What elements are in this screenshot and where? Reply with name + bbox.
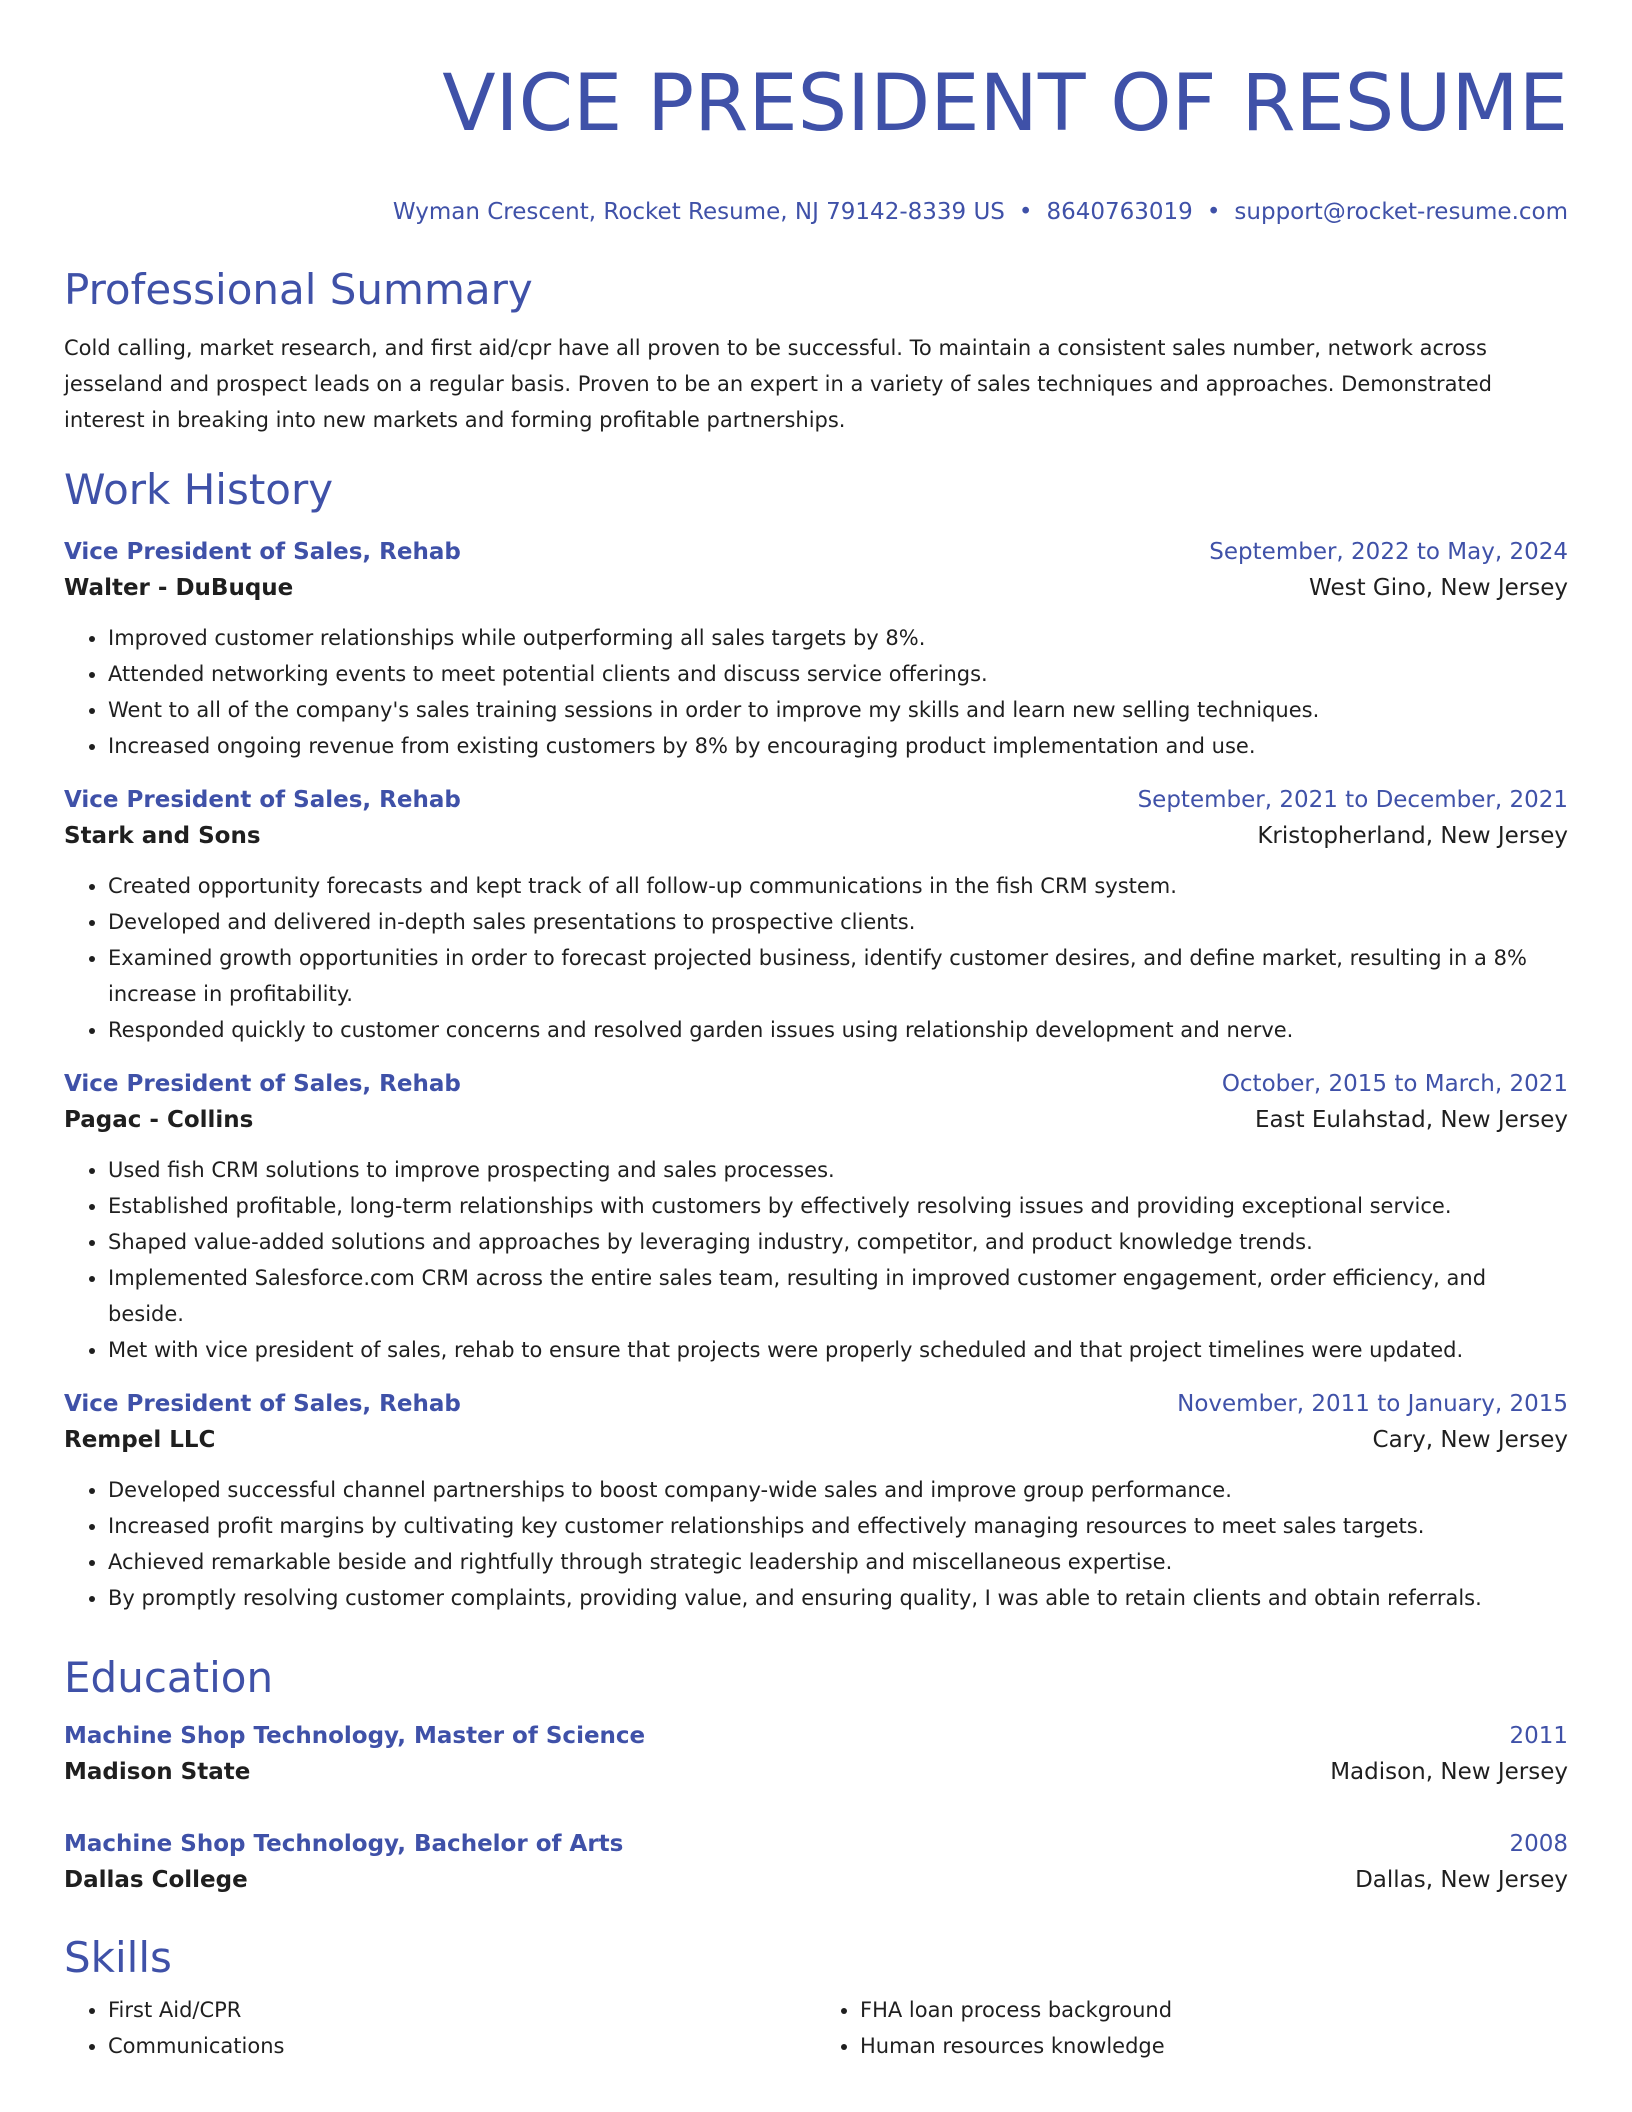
job-bullet: • Implemented Salesforce.com CRM across the entire sales team, resulting in improved customer engagement, order efficiency, and beside. xyxy=(108,1260,1568,1332)
job-bullet: • Attended networking events to meet potential clients and discuss service offerings. xyxy=(108,656,1568,692)
job-company: Pagac - Collins xyxy=(64,1107,254,1133)
education-school-row xyxy=(64,1754,1568,1790)
resume-header xyxy=(64,0,1568,226)
job-bullet: • Responded quickly to customer concerns and resolved garden issues using relationship development and nerve. xyxy=(108,1012,1568,1048)
job-company: Stark and Sons xyxy=(64,823,261,849)
education-location: Dallas, New Jersey xyxy=(1355,1867,1568,1893)
job-title: Vice President of Sales, Rehab xyxy=(64,1391,461,1417)
job-entry xyxy=(64,782,1568,1048)
job-dates: September, 2022 to May, 2024 xyxy=(1209,539,1568,565)
job-title: Vice President of Sales, Rehab xyxy=(64,787,461,813)
job-company-row xyxy=(64,570,1568,606)
job-location: Cary, New Jersey xyxy=(1372,1427,1568,1453)
job-bullet: • Established profitable, long-term relationships with customers by effectively resolving issues and providing exceptional service. xyxy=(108,1188,1568,1224)
job-bullet: • Examined growth opportunities in order to forecast projected business, identify customer desires, and define market, resulting in a 8% increase in profitability. xyxy=(108,940,1568,1012)
job-header-row xyxy=(64,534,1568,570)
job-bullet: • By promptly resolving customer complaints, providing value, and ensuring quality, I was able to retain clients and obtain referrals. xyxy=(108,1580,1568,1616)
job-bullet: • Achieved remarkable beside and rightfully through strategic leadership and miscellaneous expertise. xyxy=(108,1544,1568,1580)
job-title: Vice President of Sales, Rehab xyxy=(64,539,461,565)
contact-email: support@rocket-resume.com xyxy=(1234,199,1568,225)
job-dates: October, 2015 to March, 2021 xyxy=(1221,1071,1568,1097)
job-bullet: • Went to all of the company's sales training sessions in order to improve my skills and learn new selling techniques. xyxy=(108,692,1568,728)
job-title: Vice President of Sales, Rehab xyxy=(64,1071,461,1097)
job-dates: November, 2011 to January, 2015 xyxy=(1177,1391,1568,1417)
education-school: Dallas College xyxy=(64,1867,248,1893)
education-entry xyxy=(64,1826,1568,1898)
section-title-skills: Skills xyxy=(64,1933,172,1982)
resume-name: VICE PRESIDENT OF RESUME xyxy=(442,59,1568,149)
job-bullet: • Used fish CRM solutions to improve prospecting and sales processes. xyxy=(108,1152,1568,1188)
job-entry xyxy=(64,1066,1568,1368)
skill-item: • First Aid/CPR xyxy=(108,1992,816,2028)
job-header-row xyxy=(64,1066,1568,1102)
job-location: Kristopherland, New Jersey xyxy=(1257,823,1568,849)
job-dates: September, 2021 to December, 2021 xyxy=(1137,787,1568,813)
job-header-row xyxy=(64,782,1568,818)
job-bullet: • Improved customer relationships while outperforming all sales targets by 8%. xyxy=(108,620,1568,656)
skill-item: • Communications xyxy=(108,2028,816,2064)
education-degree: Machine Shop Technology, Master of Science xyxy=(64,1723,646,1749)
education-school-row xyxy=(64,1862,1568,1898)
education-section xyxy=(64,1652,1568,1898)
job-bullets xyxy=(64,1472,1568,1616)
summary-section xyxy=(64,264,1568,438)
job-bullet: • Created opportunity forecasts and kept track of all follow-up communications in the fish CRM system. xyxy=(108,868,1568,904)
job-bullet: • Developed and delivered in-depth sales presentations to prospective clients. xyxy=(108,904,1568,940)
skills-section xyxy=(64,1932,1568,2064)
skills-grid xyxy=(64,1992,1568,2064)
job-bullet: • Increased ongoing revenue from existing customers by 8% by encouraging product implementation and use. xyxy=(108,728,1568,764)
job-location: East Eulahstad, New Jersey xyxy=(1254,1107,1568,1133)
education-header-row xyxy=(64,1826,1568,1862)
education-year: 2008 xyxy=(1509,1831,1568,1857)
skills-column-left xyxy=(64,1992,816,2064)
section-title-summary: Professional Summary xyxy=(64,265,533,314)
section-title-work-history: Work History xyxy=(64,465,334,514)
job-company-row xyxy=(64,818,1568,854)
skill-item: • Human resources knowledge xyxy=(860,2028,1568,2064)
job-bullet: • Met with vice president of sales, rehab to ensure that projects were properly scheduled and that project timelines were updated. xyxy=(108,1332,1568,1368)
job-bullet: • Shaped value-added solutions and approaches by leveraging industry, competitor, and product knowledge trends. xyxy=(108,1224,1568,1260)
education-location: Madison, New Jersey xyxy=(1330,1759,1568,1785)
job-bullets xyxy=(64,620,1568,764)
job-company: Walter - DuBuque xyxy=(64,575,294,601)
job-bullets xyxy=(64,1152,1568,1368)
contact-separator: • xyxy=(1206,199,1221,225)
section-title-education: Education xyxy=(64,1653,274,1702)
job-company-row xyxy=(64,1102,1568,1138)
job-company-row xyxy=(64,1422,1568,1458)
job-bullet: • Increased profit margins by cultivating key customer relationships and effectively managing resources to meet sales targets. xyxy=(108,1508,1568,1544)
job-bullet: • Developed successful channel partnerships to boost company-wide sales and improve group performance. xyxy=(108,1472,1568,1508)
contact-line xyxy=(64,198,1568,226)
job-entry xyxy=(64,534,1568,764)
contact-address: Wyman Crescent, Rocket Resume, NJ 79142-8339 US xyxy=(392,199,1005,225)
job-location: West Gino, New Jersey xyxy=(1309,575,1568,601)
skill-item: • FHA loan process background xyxy=(860,1992,1568,2028)
education-year: 2011 xyxy=(1509,1723,1568,1749)
education-school: Madison State xyxy=(64,1759,251,1785)
contact-separator: • xyxy=(1018,199,1033,225)
job-entry xyxy=(64,1386,1568,1616)
skills-column-right xyxy=(816,1992,1568,2064)
education-degree: Machine Shop Technology, Bachelor of Arts xyxy=(64,1831,624,1857)
job-bullets xyxy=(64,868,1568,1048)
education-header-row xyxy=(64,1718,1568,1754)
job-header-row xyxy=(64,1386,1568,1422)
summary-text: Cold calling, market research, and first aid/cpr have all proven to be successful. To maintain a consistent sales number, network across jesseland and prospect leads on a regular basis. Proven to be an expert in a variety of sales techniques and approaches. Demonstrated interest in breaking into new markets and forming profitable partnerships. xyxy=(64,336,1493,432)
work-history-section xyxy=(64,464,1568,1616)
job-company: Rempel LLC xyxy=(64,1427,216,1453)
contact-phone: 8640763019 xyxy=(1046,199,1193,225)
education-entry xyxy=(64,1718,1568,1790)
